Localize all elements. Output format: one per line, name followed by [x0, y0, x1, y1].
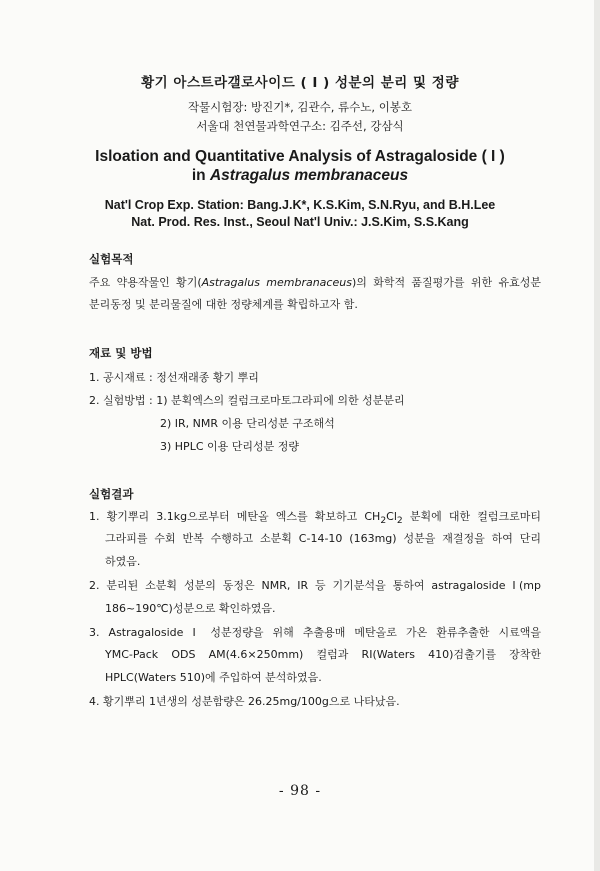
korean-authors-line-2: 서울대 천연물과학연구소: 김주선, 강삼식: [196, 119, 404, 133]
result-1-line-3: 하였음.: [105, 555, 141, 568]
english-title-line-1: Isloation and Quantitative Analysis of Astragaloside ( I ): [95, 148, 505, 165]
page-number: - 98 -: [278, 783, 322, 799]
result-3-line-3: HPLC(Waters 510)에 주입하여 분석하였음.: [105, 671, 322, 684]
result-3-line-2: YMC-Pack ODS AM(4.6×250mm) 컬럼과 RI(Waters 410)검출기를 장착한: [105, 648, 541, 661]
result-1-text: 1. 황기뿌리 3.1kg으로부터 메탄올 엑스를 확보하고 CH: [89, 510, 381, 523]
english-title-line-2: [0, 167, 600, 185]
results-heading: 실험결과: [89, 487, 134, 501]
methods-item-2-sub-2: 2) IR, NMR 이용 단리성분 구조해석: [160, 417, 335, 430]
result-1-line-1: [89, 508, 541, 526]
objective-text: 주요 약용작물인 황기(: [89, 276, 202, 289]
methods-heading: 재료 및 방법: [89, 346, 153, 360]
result-2-line-1: 2. 분리된 소분획 성분의 동정은 NMR, IR 등 기기분석을 통하여 astragaloside Ⅰ(mp: [89, 579, 541, 592]
result-1-formula: Cl: [386, 510, 397, 523]
result-3-line-1: 3. Astragaloside Ⅰ 성분정량을 위해 추출용매 메탄올로 가온 환류추출한 시료액을: [89, 626, 541, 639]
korean-authors-line-1: 작물시험장: 방진기*, 김관수, 류수노, 이봉호: [187, 100, 413, 114]
objective-line-2: 분리동정 및 분리물질에 대한 정량체계를 확립하고자 함.: [89, 298, 358, 311]
english-authors-line-1: Nat'l Crop Exp. Station: Bang.J.K*, K.S.Kim, S.N.Ryu, and B.H.Lee: [104, 198, 496, 212]
objective-heading: 실험목적: [89, 252, 134, 266]
result-1-text-end: 분획에 대한 컬럼크로마티: [402, 510, 541, 523]
objective-text-end: )의 화학적 품질평가를 위한 유효성분: [351, 276, 541, 289]
methods-item-2: 2. 실험방법 : 1) 분획엑스의 컬럼크로마토그라피에 의한 성분분리: [89, 394, 405, 407]
result-1-line-2: 그라피를 수회 반복 수행하고 소분획 C-14-10 (163mg) 성분을 재결정을 하여 단리: [105, 532, 541, 545]
objective-species: Astragalus membranaceus: [201, 276, 352, 289]
english-title-species: Astragalus membranaceus: [209, 167, 409, 184]
subscript: 2: [396, 515, 403, 527]
english-title-prefix: in: [191, 167, 210, 184]
methods-item-1: 1. 공시재료 : 정선재래종 황기 뿌리: [89, 371, 259, 384]
result-4: 4. 황기뿌리 1년생의 성분함량은 26.25mg/100g으로 나타났음.: [89, 695, 400, 708]
objective-line-1: [89, 274, 541, 290]
korean-title: 황기 아스트라갤로사이드 ( Ⅰ ) 성분의 분리 및 정량: [141, 75, 459, 91]
subscript: 2: [380, 515, 387, 527]
result-2-line-2: 186~190℃)성분으로 확인하였음.: [105, 602, 276, 615]
english-authors-line-2: Nat. Prod. Res. Inst., Seoul Nat'l Univ.: J.S.Kim, S.S.Kang: [131, 215, 469, 229]
methods-item-2-sub-3: 3) HPLC 이용 단리성분 정량: [160, 440, 299, 453]
